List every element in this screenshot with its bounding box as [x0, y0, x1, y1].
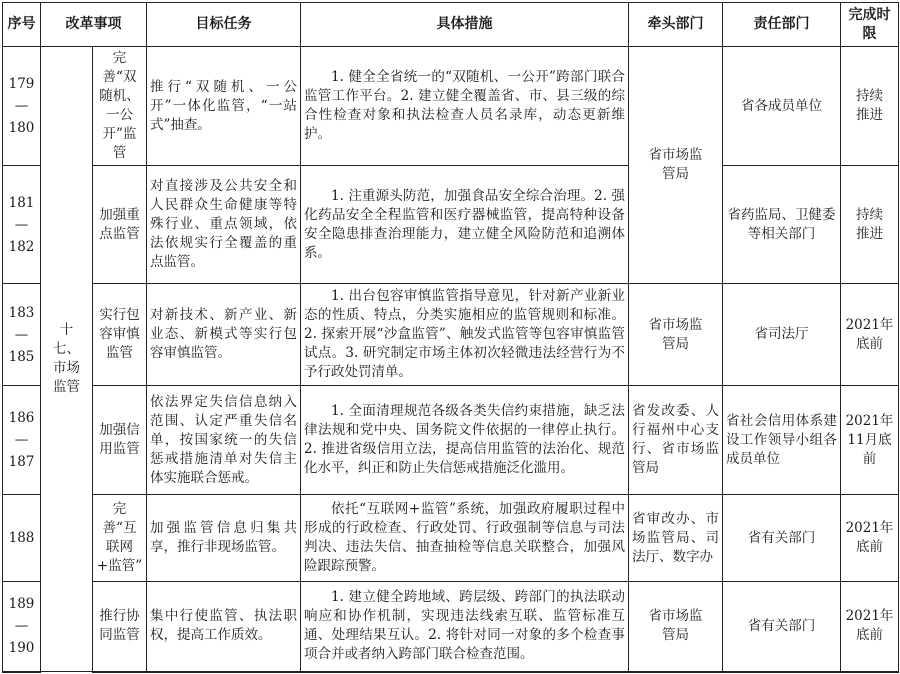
seq-cell [3, 47, 41, 166]
deadline-label: 2021年11月底前 [845, 412, 894, 467]
header-seq: 序号 [3, 3, 41, 47]
lead-dept-label: 省市场监管局 [648, 147, 703, 182]
target-task-cell: 推行“双随机、一公开”一体化监管，“一站式”抽查。 [147, 47, 301, 166]
responsible-dept-cell: 省有关部门 [723, 495, 841, 582]
seq-to: 185 [8, 348, 35, 365]
seq-cell [3, 495, 41, 582]
header-responsible-dept: 责任部门 [723, 3, 841, 47]
table-row [3, 582, 899, 672]
category-label: 十七、市场监管 [53, 322, 80, 395]
seq-to: 190 [8, 640, 35, 657]
seq-from: 183 [8, 304, 35, 321]
deadline-label: 2021年底前 [845, 316, 894, 352]
reform-item-cell [93, 284, 147, 386]
seq-dash: — [14, 326, 29, 343]
measures-cell: 1. 全面清理规范各级各类失信约束措施，缺乏法律法规和党中央、国务院文件依据的一律停止执行。2. 推进省级信用立法，提高信用监管的法治化、规范化水平，纠正和防止失信惩戒措施泛化滥用。 [301, 386, 629, 495]
deadline-label: 2021年底前 [845, 520, 894, 555]
category-cell [41, 47, 93, 672]
seq-cell [3, 582, 41, 672]
reform-table [2, 2, 899, 673]
measures-cell: 1. 注重源头防范，加强食品安全综合治理。2. 强化药品安全全程监管和医疗器械监管，提高特种设备安全隐患排查治理能力，建立健全风险防范和追溯体系。 [301, 166, 629, 284]
seq-from: 189 [8, 596, 35, 613]
seq-dash: — [14, 618, 29, 635]
seq-from: 186 [8, 410, 35, 426]
header-lead-dept: 牵头部门 [629, 3, 723, 47]
seq-cell [3, 386, 41, 495]
deadline-cell [841, 47, 899, 166]
reform-item-cell [93, 386, 147, 495]
deadline-label: 2021年底前 [845, 608, 894, 644]
target-task-cell: 集中行使监管、执法职权，提高工作质效。 [147, 582, 301, 672]
lead-dept-cell: 省审改办、市场监管局、司法厅、数字办 [629, 495, 723, 582]
lead-dept-label: 省市场监管局 [648, 316, 703, 352]
table-row [3, 386, 899, 495]
measures-cell: 1. 出台包容审慎监管指导意见，针对新产业新业态的性质、特点，分类实施相应的监管规则和标准。2. 探索开展“沙盒监管”、触发式监管等包容审慎监管试点。3. 研究制定市场主体初次轻微违法经营行为不予行政处罚清单。 [301, 284, 629, 386]
target-task-cell: 依法界定失信信息纳入范围、认定严重失信名单，按国家统一的失信惩戒措施清单对失信主体实施联合惩戒。 [147, 386, 301, 495]
deadline-label: 持续推进 [856, 88, 883, 123]
header-target-task: 目标任务 [147, 3, 301, 47]
deadline-cell [841, 386, 899, 495]
responsible-dept-cell: 省社会信用体系建设工作领导小组各成员单位 [723, 386, 841, 495]
measures-cell: 依托“互联网+监管”系统，加强政府履职过程中形成的行政检查、行政处罚、行政强制等信息与司法判决、违法失信、抽查抽检等信息关联整合，加强风险跟踪预警。 [301, 495, 629, 582]
reform-item-cell: 完善“双随机、一公开”监管 [93, 47, 147, 166]
header-reform-item: 改革事项 [41, 3, 147, 47]
lead-dept-label: 省市场监管局 [648, 608, 703, 644]
lead-dept-cell [629, 284, 723, 386]
target-task-cell: 加强监管信息归集共享，推行非现场监管。 [147, 495, 301, 582]
deadline-cell [841, 582, 899, 672]
seq-dash: — [14, 432, 29, 448]
table-row [3, 284, 899, 386]
reform-item-label: 推行协同监管 [99, 608, 140, 644]
reform-item-cell [93, 582, 147, 672]
deadline-label: 持续推进 [856, 206, 883, 242]
responsible-dept-cell: 省药监局、卫健委等相关部门 [723, 166, 841, 284]
lead-dept-cell [629, 582, 723, 672]
deadline-cell [841, 166, 899, 284]
seq-from: 181 [8, 194, 35, 211]
reform-item-cell [93, 166, 147, 284]
table-row [3, 166, 899, 284]
seq-dash: — [14, 98, 29, 114]
target-task-cell: 对新技术、新产业、新业态、新模式等实行包容审慎监管。 [147, 284, 301, 386]
measures-cell: 1. 健全全省统一的“双随机、一公开”跨部门联合监管工作平台。2. 建立健全覆盖省、市、县三级的综合性检查对象和执法检查人员名录库，动态更新维护。 [301, 47, 629, 166]
seq-from: 188 [8, 530, 35, 546]
lead-dept-cell [629, 47, 723, 284]
seq-cell [3, 284, 41, 386]
target-task-cell: 对直接涉及公共安全和人民群众生命健康等特殊行业、重点领域，依法依规实行全覆盖的重点监管。 [147, 166, 301, 284]
reform-item-cell: 完善“互联网+监管” [93, 495, 147, 582]
measures-cell: 1. 建立健全跨地域、跨层级、跨部门的执法联动响应和协作机制，实现违法线索互联、监管标准互通、处理结果互认。2. 将针对同一对象的多个检查事项合并或者纳入跨部门联合检查范围。 [301, 582, 629, 672]
lead-dept-cell: 省发改委、人行福州中心支行、省市场监管局 [629, 386, 723, 495]
header-measures: 具体措施 [301, 3, 629, 47]
reform-item-label: 加强信用监管 [99, 422, 140, 457]
seq-dash: — [14, 216, 29, 233]
reform-item-label: 加强重点监管 [99, 206, 140, 242]
seq-to: 187 [8, 454, 35, 470]
table-row [3, 47, 899, 166]
header-deadline: 完成时限 [841, 3, 899, 47]
seq-from: 179 [8, 76, 35, 92]
seq-cell [3, 166, 41, 284]
table-row [3, 495, 899, 582]
reform-item-label: 实行包容审慎监管 [99, 307, 140, 361]
responsible-dept-cell: 省有关部门 [723, 582, 841, 672]
seq-to: 180 [8, 120, 35, 136]
deadline-cell [841, 495, 899, 582]
responsible-dept-cell: 省各成员单位 [723, 47, 841, 166]
seq-to: 182 [8, 238, 35, 255]
header-row [3, 3, 899, 47]
deadline-cell [841, 284, 899, 386]
responsible-dept-cell: 省司法厅 [723, 284, 841, 386]
